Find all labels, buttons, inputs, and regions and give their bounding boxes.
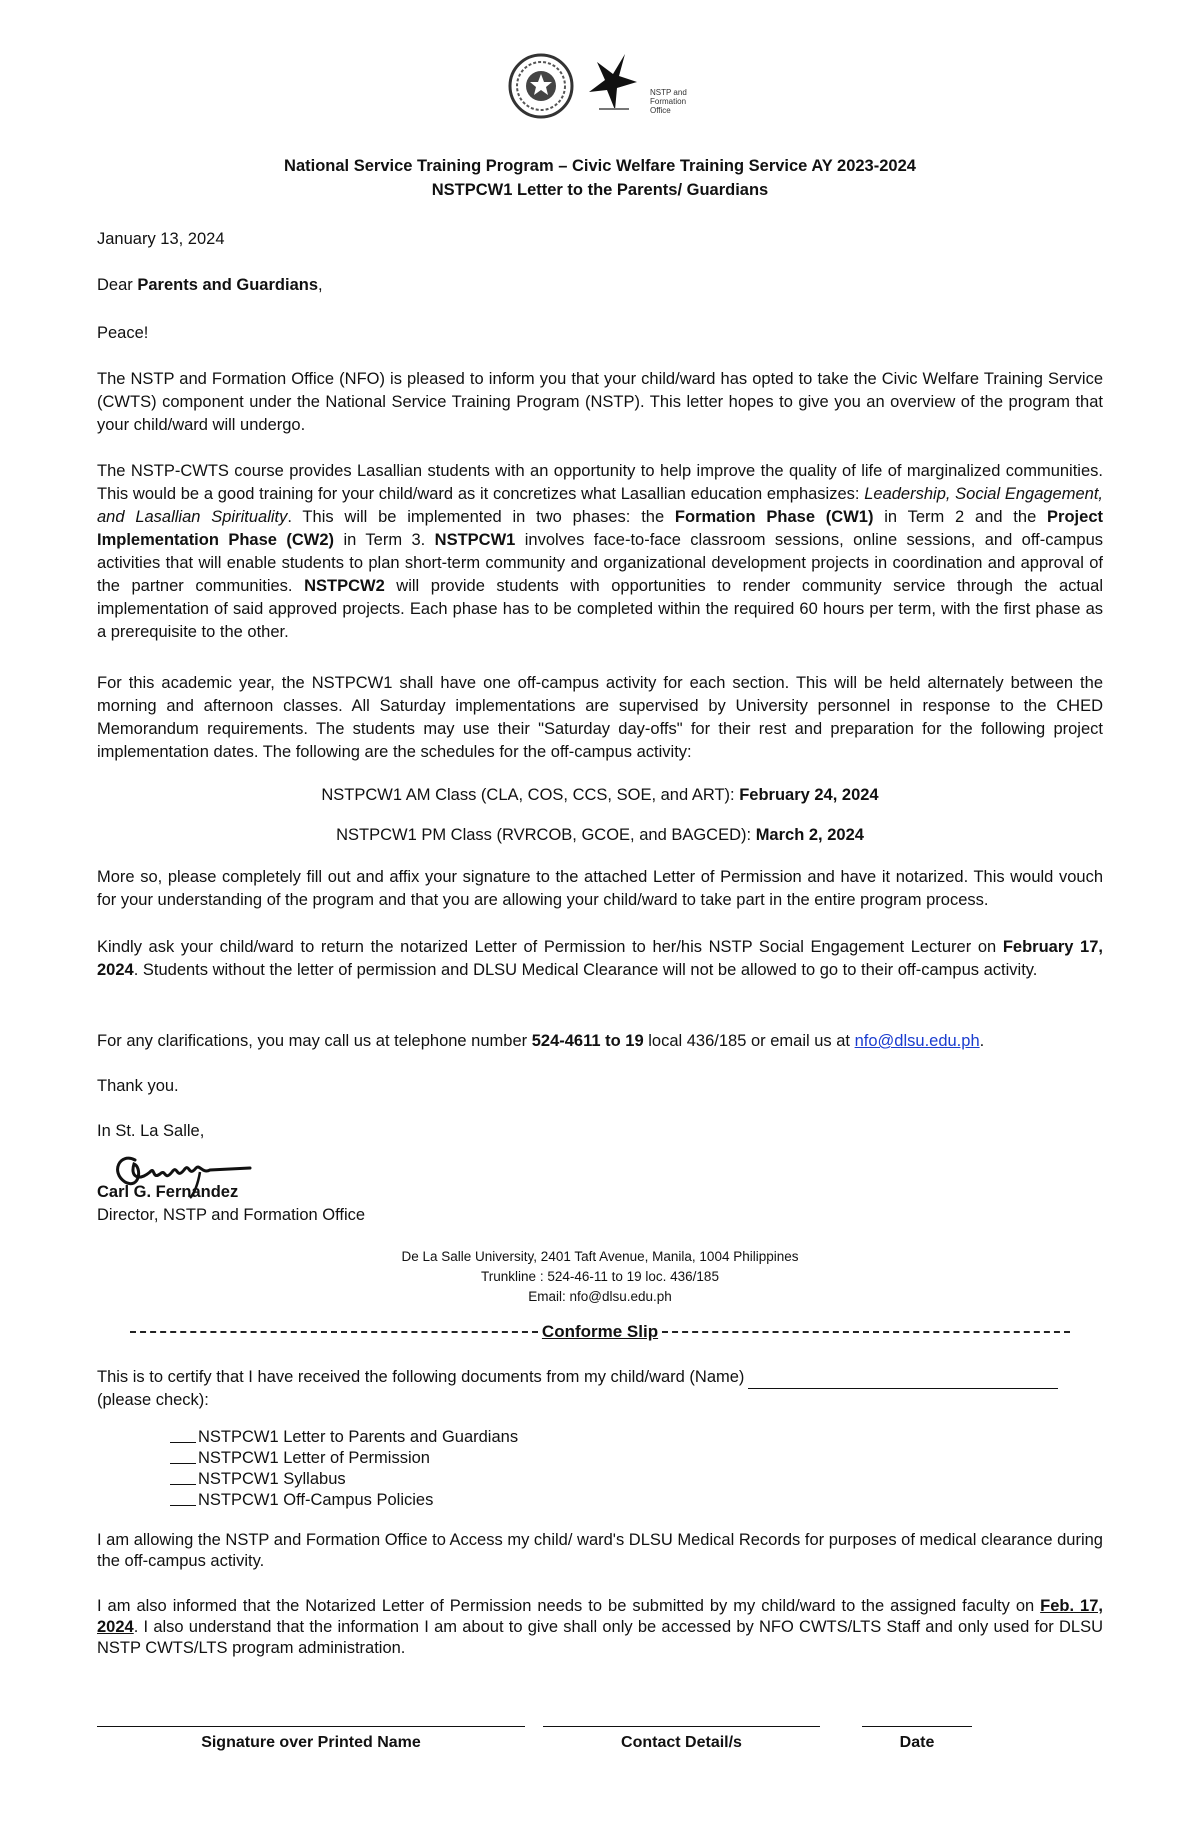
greeting: Peace! [97,324,149,342]
signatory-name: Carl G. Fernandez [97,1183,239,1201]
checklist-item: NSTPCW1 Off-Campus Policies [170,1490,518,1511]
contact-label: Contact Detail/s [621,1734,742,1751]
child-name-field[interactable] [748,1372,1058,1389]
signature-line[interactable] [97,1726,525,1727]
thank-you: Thank you. [97,1077,179,1095]
medical-records-consent: I am allowing the NSTP and Formation Office to Access my child/ ward's DLSU Medical Records for purposes of medical clearance during the off-campus activity. [97,1531,1103,1570]
signature-label: Signature over Printed Name [201,1734,421,1751]
checklist-item: NSTPCW1 Syllabus [170,1469,518,1490]
contact-line[interactable] [543,1726,820,1727]
conforme-divider [130,1322,1070,1342]
date-line[interactable] [862,1726,972,1727]
paragraph-course: The NSTP-CWTS course provides Lasallian students with an opportunity to help improve the quality of life of marginalized communities. This would be a good training for your child/ward as it concretizes what Lasallian education emphasizes: Leadership, Social Engagement, and Lasallian Spirituality. This will be implemented in two phases: the Formation Phase (CW1) in Term 2 and the Project Implementation Phase (CW2) in Term 3. NSTPCW1 involves face-to-face classroom sessions, online sessions, and off-campus activities that will enable students to plan short-term community and organizational development projects in coordination and approval of the partner communities. NSTPCW2 will provide students with opportunities to render community service through the actual implementation of said approved projects. Each phase has to be completed within the required 60 hours per term, with the first phase as a prerequisite to the other. [97,462,1104,641]
footer-trunkline: Trunkline : 524-46-11 to 19 loc. 436/185 [481,1269,719,1284]
salutation: Dear Parents and Guardians, [97,276,323,294]
checklist-item: NSTPCW1 Letter of Permission [170,1448,518,1469]
informed-statement: I am also informed that the Notarized Letter of Permission needs to be submitted by my child/ward to the assigned faculty on Feb. 17, 2024. I also understand that the information I am about to give shall only be accessed by NFO CWTS/LTS Staff and only used for DLSU NSTP CWTS/LTS program administration. [97,1597,1103,1657]
conforme-title: Conforme Slip [541,1322,659,1341]
check-blank[interactable] [170,1469,196,1485]
office-logo-text: NSTP and Formation Office [650,88,687,115]
document-title: National Service Training Program – Civic Welfare Training Service AY 2023-2024 [284,157,916,175]
paragraph-schedule: For this academic year, the NSTPCW1 shall have one off-campus activity for each section. This will be held alternately between the morning and afternoon classes. All Saturday implementations are supervised by University personnel in response to the CHED Memorandum requirements. The students may use their "Saturday day-offs" for their rest and preparation for the following project implementation dates. The following are the schedules for the off-campus activity: [97,674,1103,761]
nstp-star-logo-icon [585,52,645,122]
checklist-item: NSTPCW1 Letter to Parents and Guardians [170,1427,518,1448]
check-blank[interactable] [170,1427,196,1443]
paragraph-intro: The NSTP and Formation Office (NFO) is pleased to inform you that your child/ward has opted to take the Civic Welfare Training Service (CWTS) component under the National Service Training Program (NSTP). This letter hopes to give you an overview of the program that your child/ward will undergo. [97,370,1103,434]
please-check: (please check): [97,1391,209,1409]
email-link[interactable]: nfo@dlsu.edu.ph [854,1032,980,1050]
paragraph-return: Kindly ask your child/ward to return the notarized Letter of Permission to her/his NSTP Social Engagement Lecturer on February 17, 2024. Students without the letter of permission and DLSU Medical Clearance will not be allowed to go to their off-campus activity. [97,938,1103,979]
footer-email: Email: nfo@dlsu.edu.ph [528,1289,672,1304]
paragraph-contact: For any clarifications, you may call us at telephone number 524-4611 to 19 local 436/185 or email us at nfo@dlsu.edu.ph. [97,1032,985,1050]
document-checklist [170,1427,518,1511]
footer-address: De La Salle University, 2401 Taft Avenue, Manila, 1004 Philippines [401,1249,799,1264]
schedule-am: NSTPCW1 AM Class (CLA, COS, CCS, SOE, and ART): February 24, 2024 [321,786,879,804]
signatory-title: Director, NSTP and Formation Office [97,1206,366,1224]
letter-date: January 13, 2024 [97,230,225,248]
schedule-pm: NSTPCW1 PM Class (RVRCOB, GCOE, and BAGCED): March 2, 2024 [336,826,864,844]
check-blank[interactable] [170,1490,196,1506]
closing: In St. La Salle, [97,1122,205,1140]
date-label: Date [899,1734,935,1751]
check-blank[interactable] [170,1448,196,1464]
paragraph-permission: More so, please completely fill out and affix your signature to the attached Letter of Permission and have it notarized. This would vouch for your understanding of the program and that you are allowing your child/ward to take part in the entire program process. [97,868,1103,909]
certify-statement: This is to certify that I have received the following documents from my child/ward (Name) [97,1366,1103,1389]
document-subtitle: NSTPCW1 Letter to the Parents/ Guardians [431,181,769,199]
